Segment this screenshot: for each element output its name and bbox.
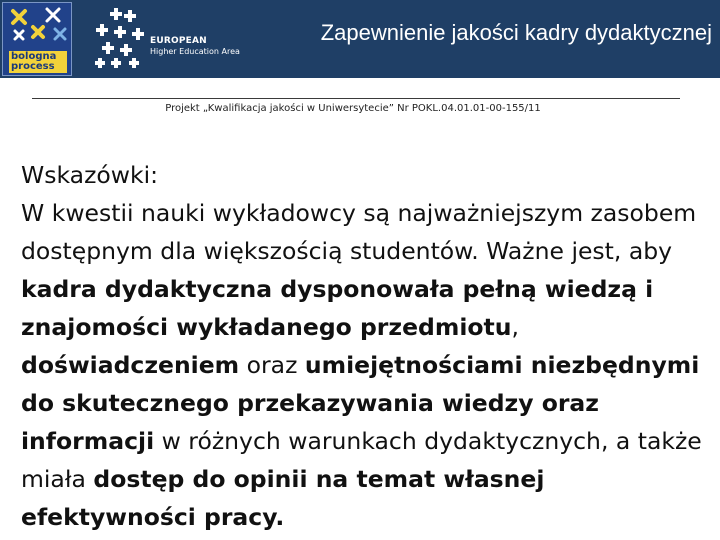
bologna-process-logo [2, 2, 72, 76]
content-text: oraz [239, 351, 305, 379]
project-reference: Projekt „Kwalifikacja jakości w Uniwersytecie” Nr POKL.04.01.01-00-155/11 [165, 103, 541, 114]
content-text: , [511, 313, 519, 341]
bologna-process-label [9, 51, 67, 73]
content-emphasis: doświadczeniem [21, 351, 240, 379]
content-emphasis: dostęp do opinii na temat własnej efektywności pracy. [21, 465, 545, 531]
project-divider [32, 98, 680, 99]
bologna-stars-icon [3, 3, 73, 51]
header-bar [0, 0, 720, 78]
page-title: Zapewnienie jakości kadry dydaktycznej [320, 20, 712, 45]
content-text: w różnych warunkach dydaktycznych, a także miała [21, 427, 702, 493]
content-body [21, 194, 713, 536]
ehea-text [150, 36, 240, 56]
slide-content [21, 156, 713, 536]
ehea-crosses-icon [92, 6, 148, 72]
content-emphasis: kadra dydaktyczna dysponowała pełną wiedzą i znajomości wykładanego przedmiotu [21, 275, 654, 341]
content-heading: Wskazówki: [21, 161, 159, 189]
content-emphasis: umiejętnościami niezbędnymi do skutecznego przekazywania wiedzy oraz informacji [21, 351, 700, 455]
ehea-line2: Higher Education Area [150, 47, 240, 56]
content-text: W kwestii nauki wykładowcy są najważniejszym zasobem dostępnym dla większością studentów. Ważne jest, aby [21, 199, 697, 265]
ehea-line1: EUROPEAN [150, 36, 207, 46]
bologna-label-line1: bologna [11, 51, 57, 62]
ehea-logo [92, 6, 252, 72]
bologna-label-line2: process [11, 61, 55, 72]
